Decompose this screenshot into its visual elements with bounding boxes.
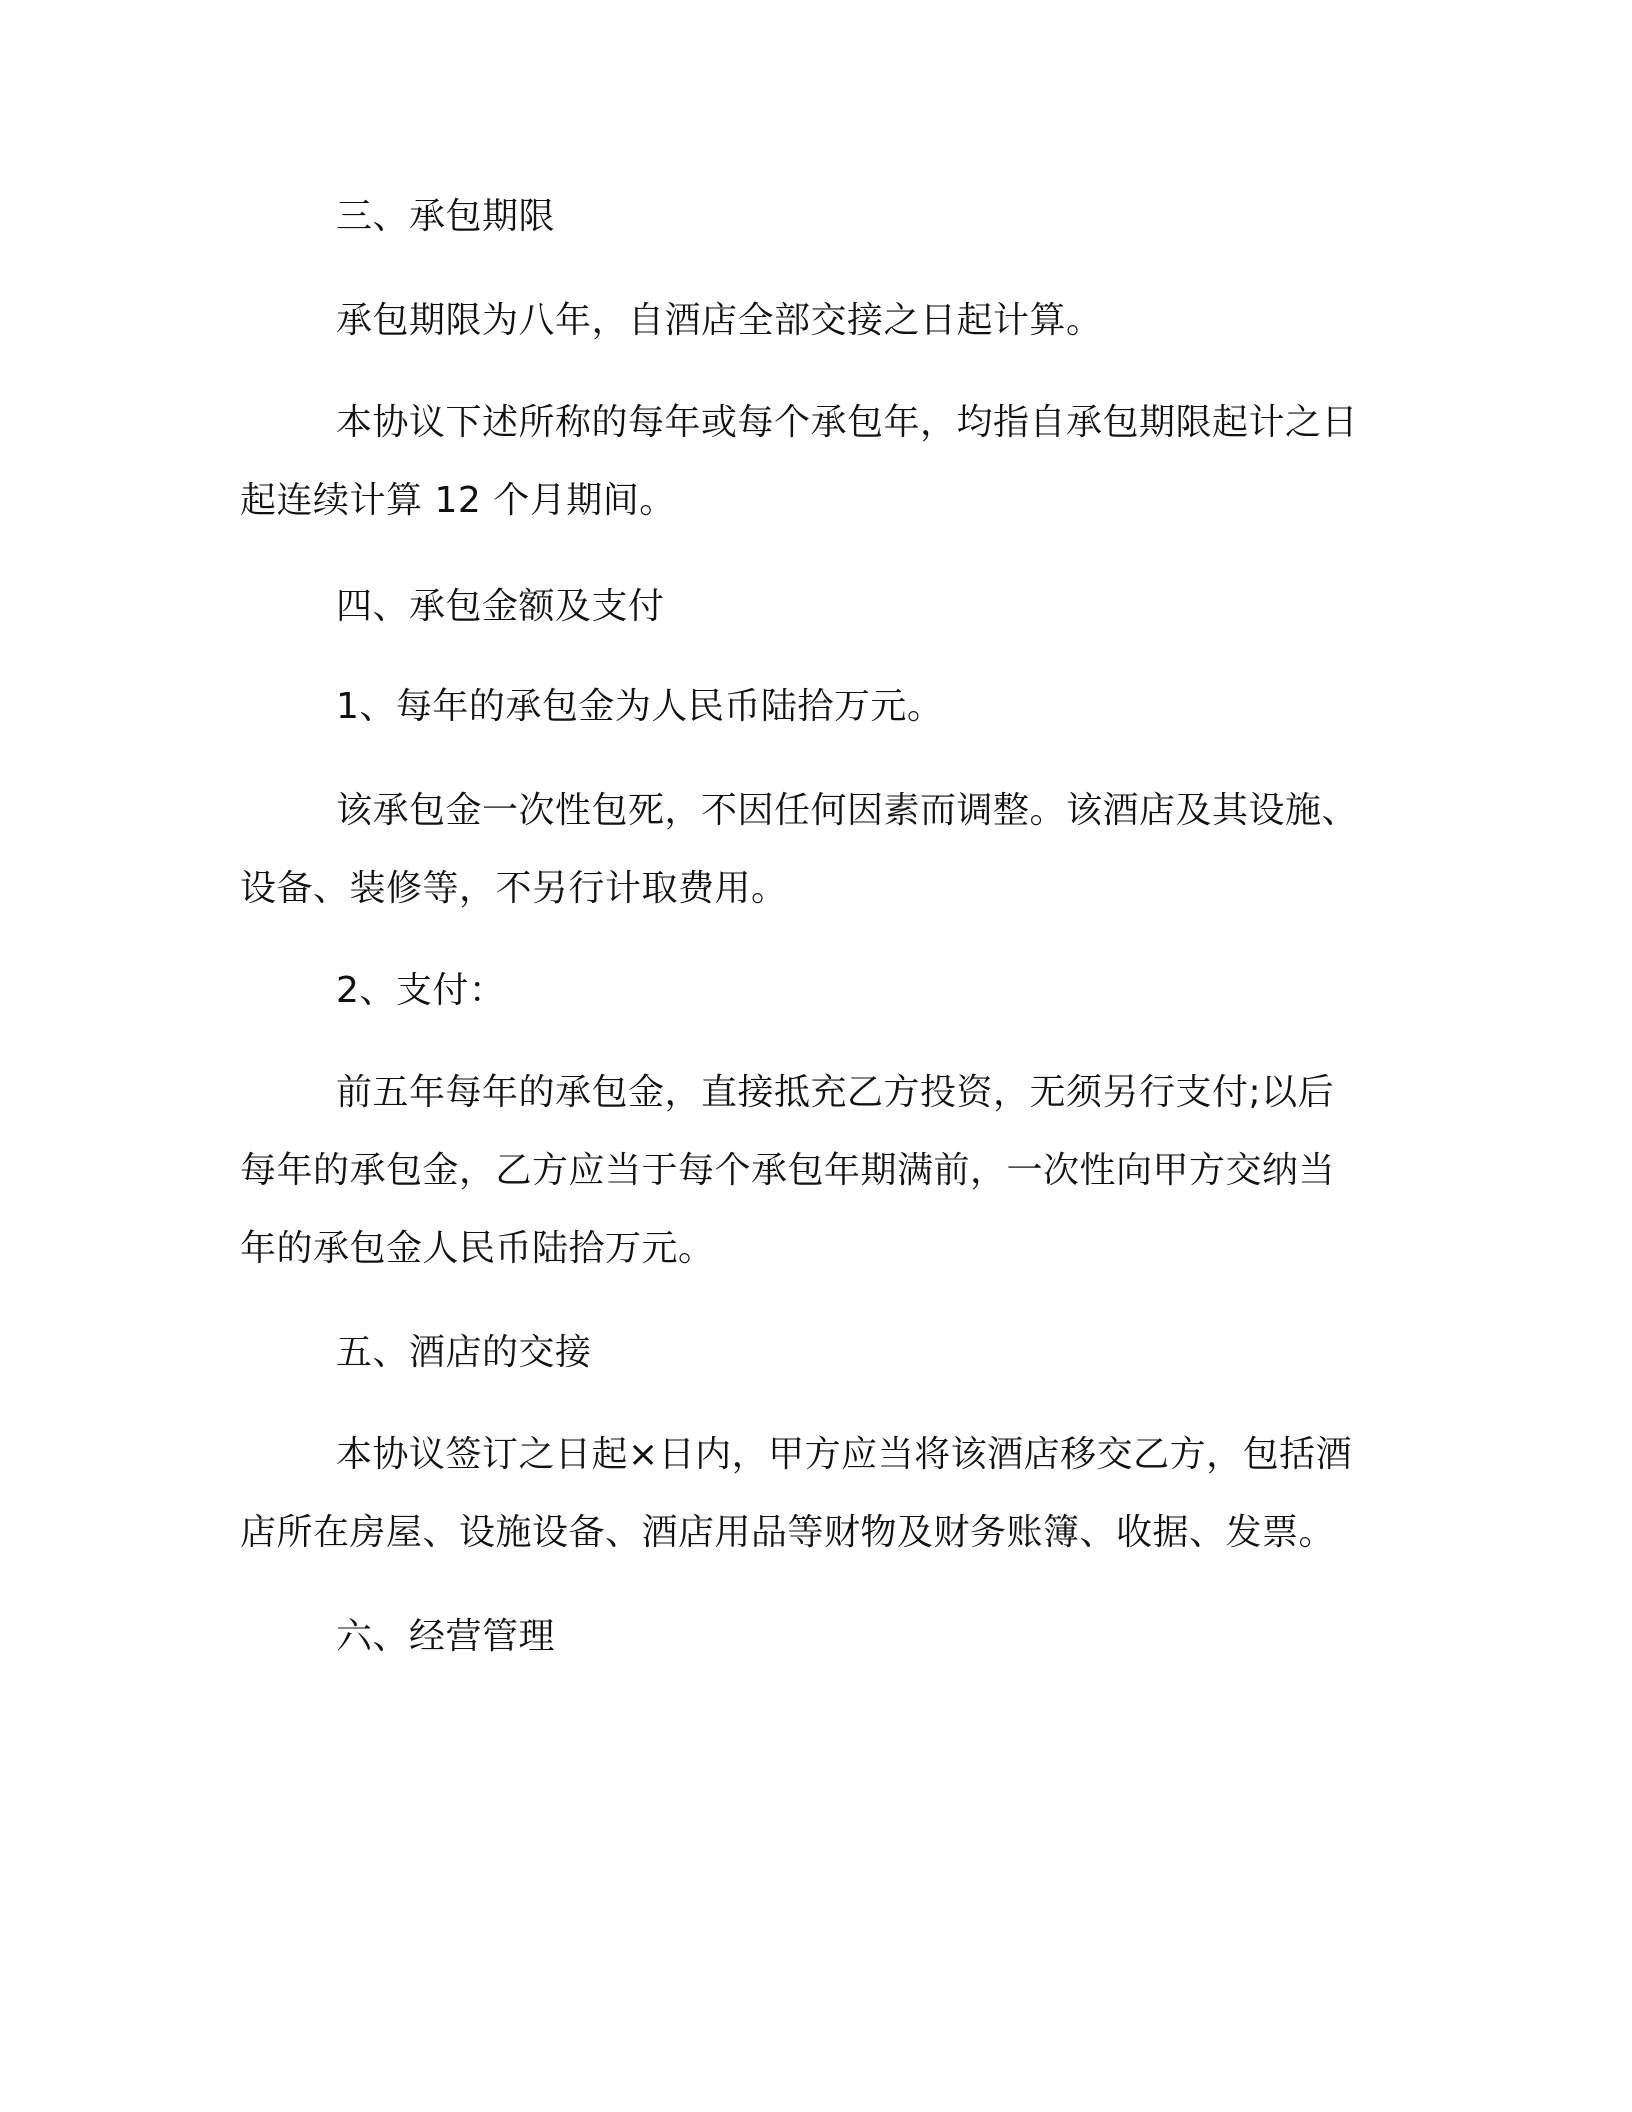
paragraph-text: 承包期限为八年，自酒店全部交接之日起计算。 — [336, 300, 1103, 341]
section-4-paragraph-4 — [240, 1054, 1380, 1288]
section-3-paragraph-2 — [240, 384, 1380, 540]
section-3-paragraph-1 — [240, 282, 1380, 360]
section-6-heading — [240, 1598, 1380, 1676]
heading-text: 四、承包金额及支付 — [336, 586, 665, 627]
section-5-paragraph-1 — [240, 1416, 1380, 1572]
paragraph-line-1: 前五年每年的承包金，直接抵充乙方投资，无须另行支付;以后 — [336, 1072, 1335, 1113]
paragraph-line-3: 年的承包金人民币陆拾万元。 — [240, 1228, 715, 1269]
section-4-paragraph-3 — [240, 952, 1380, 1030]
section-4-paragraph-1 — [240, 668, 1380, 746]
section-4-heading — [240, 568, 1380, 646]
paragraph-line-2: 起连续计算 12 个月期间。 — [240, 480, 676, 521]
section-4-paragraph-2 — [240, 772, 1380, 928]
paragraph-line-1: 该承包金一次性包死，不因任何因素而调整。该酒店及其设施、 — [336, 790, 1359, 831]
heading-text: 五、酒店的交接 — [336, 1332, 592, 1373]
paragraph-line-1: 本协议签订之日起×日内，甲方应当将该酒店移交乙方，包括酒 — [336, 1434, 1353, 1475]
heading-text: 三、承包期限 — [336, 196, 556, 237]
paragraph-line-2: 每年的承包金，乙方应当于每个承包年期满前，一次性向甲方交纳当 — [240, 1150, 1336, 1191]
section-5-heading — [240, 1314, 1380, 1392]
paragraph-text: 1、每年的承包金为人民币陆拾万元。 — [336, 686, 944, 727]
paragraph-line-1: 本协议下述所称的每年或每个承包年，均指自承包期限起计之日 — [336, 402, 1359, 443]
paragraph-line-2: 设备、装修等，不另行计取费用。 — [240, 868, 788, 909]
paragraph-line-2: 店所在房屋、设施设备、酒店用品等财物及财务账簿、收据、发票。 — [240, 1512, 1336, 1553]
heading-text: 六、经营管理 — [336, 1616, 556, 1657]
paragraph-text: 2、支付： — [336, 970, 506, 1011]
section-3-heading — [240, 178, 1380, 256]
